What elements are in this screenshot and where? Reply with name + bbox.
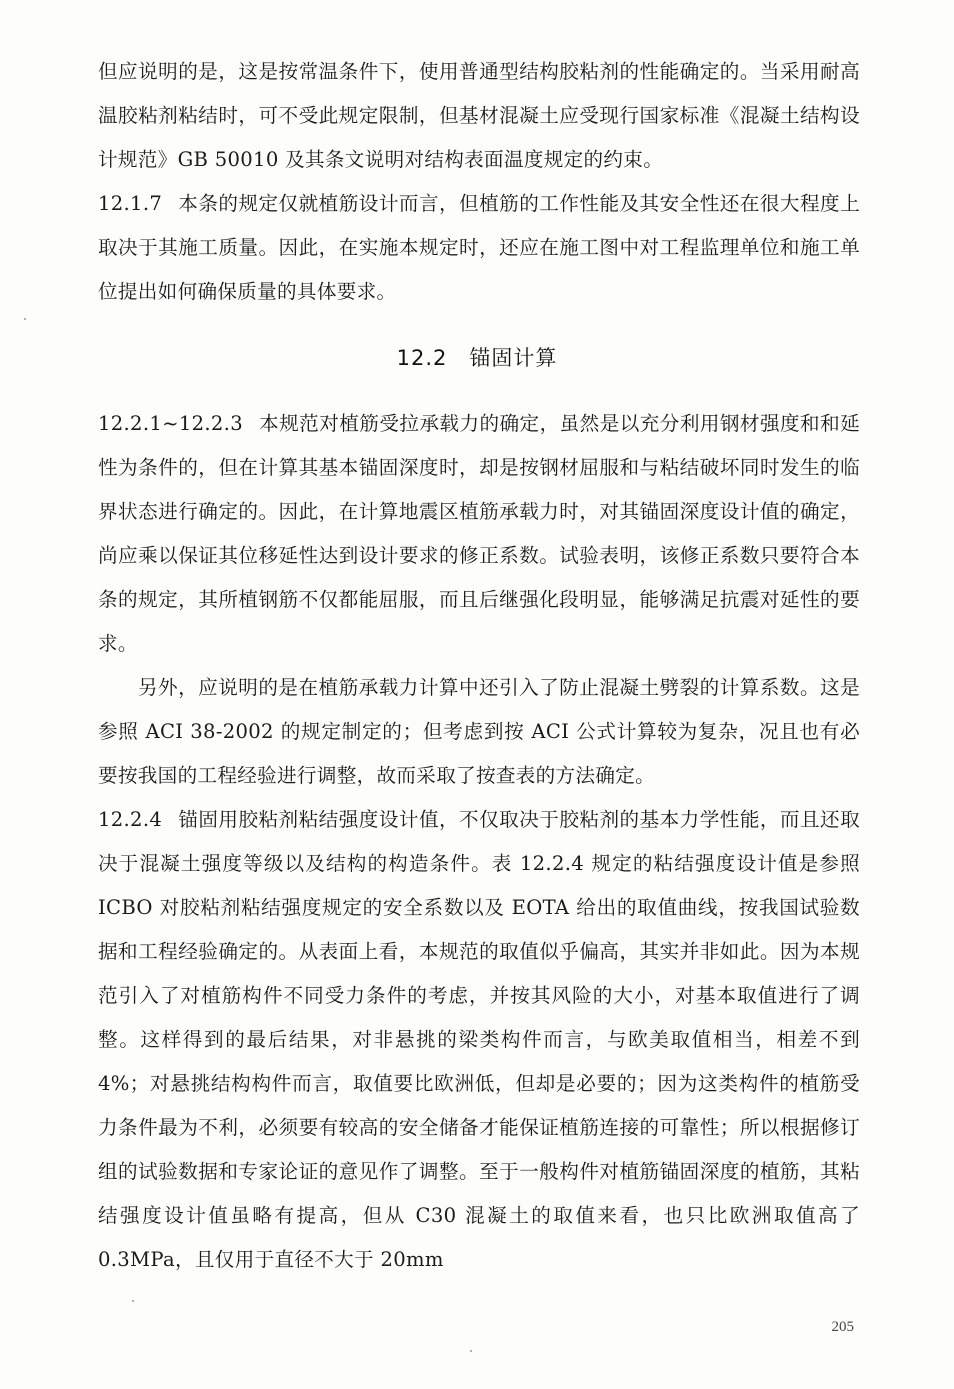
scan-speck — [470, 1350, 472, 1352]
clause-number: 12.2.4 — [98, 808, 163, 831]
clause-number: 12.2.1~12.2.3 — [98, 412, 243, 435]
section-title: 锚固计算 — [469, 346, 558, 370]
paragraph-continuation — [98, 50, 860, 182]
clause-text: 本条的规定仅就植筋设计而言，但植筋的工作性能及其安全性还在很大程度上取决于其施工质量。因此，在实施本规定时，还应在施工图中对工程监理单位和施工单位提出如何确保质量的具体要求。 — [98, 192, 860, 303]
text-block-top — [98, 50, 860, 314]
clause-12-1-7 — [98, 182, 860, 314]
paragraph-text: 但应说明的是，这是按常温条件下，使用普通型结构胶粘剂的性能确定的。当采用耐高温胶粘剂粘结时，可不受此规定限制，但基材混凝土应受现行国家标准《混凝土结构设计规范》GB 50010 及其条文说明对结构表面温度规定的约束。 — [98, 60, 860, 171]
page-number: 205 — [831, 1319, 854, 1335]
clause-text: 本规范对植筋受拉承载力的确定，虽然是以充分利用钢材强度和和延性为条件的，但在计算其基本锚固深度时，却是按钢材屈服和与粘结破坏同时发生的临界状态进行确定的。因此，在计算地震区植筋承载力时，对其锚固深度设计值的确定，尚应乘以保证其位移延性达到设计要求的修正系数。试验表明，该修正系数只要符合本条的规定，其所植钢筋不仅都能屈服，而且后继强化段明显，能够满足抗震对延性的要求。 — [98, 412, 860, 655]
paragraph-text: 另外，应说明的是在植筋承载力计算中还引入了防止混凝土劈裂的计算系数。这是参照 ACI 38-2002 的规定制定的；但考虑到按 ACI 公式计算较为复杂，况且也有必要按我国的工程经验进行调整，故而采取了按查表的方法确定。 — [98, 676, 860, 787]
clause-12-2-4 — [98, 798, 860, 1282]
section-heading — [0, 336, 954, 380]
clause-text: 锚固用胶粘剂粘结强度设计值，不仅取决于胶粘剂的基本力学性能，而且还取决于混凝土强度等级以及结构的构造条件。表 12.2.4 规定的粘结强度设计值是参照 ICBO 对胶粘剂粘结强度规定的安全系数以及 EOTA 给出的取值曲线，按我国试验数据和工程经验确定的。从表面上看，本规范的取值似乎偏高，其实并非如此。因为本规范引入了对植筋构件不同受力条件的考虑，并按其风险的大小，对基本取值进行了调整。这样得到的最后结果，对非悬挑的梁类构件而言，与欧美取值相当，相差不到 4%；对悬挑结构构件而言，取值要比欧洲低，但却是必要的；因为这类构件的植筋受力条件最为不利，必须要有较高的安全储备才能保证植筋连接的可靠性；所以根据修订组的试验数据和专家论证的意见作了调整。至于一般构件对植筋锚固深度的植筋，其粘结强度设计值虽略有提高，但从 C30 混凝土的取值来看，也只比欧洲取值高了 0.3MPa，且仅用于直径不大于 20mm — [98, 808, 860, 1271]
section-number: 12.2 — [396, 346, 448, 370]
clause-12-2-1-3 — [98, 402, 860, 666]
paragraph-indented — [98, 666, 860, 798]
scan-speck — [24, 318, 26, 320]
clause-number: 12.1.7 — [98, 192, 163, 215]
scan-speck — [132, 1300, 134, 1302]
text-block-bottom — [98, 402, 860, 1282]
